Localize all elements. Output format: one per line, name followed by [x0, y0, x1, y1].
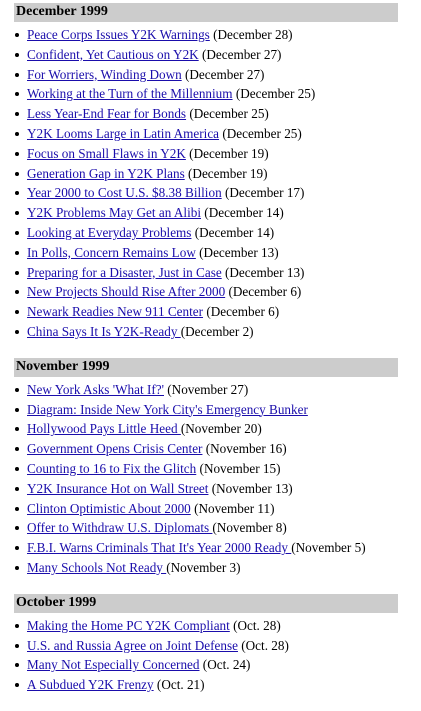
month-section-october [14, 594, 398, 695]
article-date: (December 14) [191, 224, 275, 240]
list-item [14, 124, 398, 144]
article-link[interactable]: Year 2000 to Cost U.S. $8.38 Billion [27, 185, 222, 201]
article-link[interactable]: Focus on Small Flaws in Y2K [27, 145, 186, 161]
list-item [14, 479, 398, 499]
list-item [14, 675, 398, 695]
list-item [14, 203, 398, 223]
article-link[interactable]: Many Schools Not Ready [27, 559, 167, 575]
month-section-december [14, 3, 398, 342]
article-link[interactable]: China Says It Is Y2K-Ready [27, 323, 181, 339]
article-date: (November 5) [291, 540, 366, 556]
article-link[interactable]: Looking at Everyday Problems [27, 224, 192, 240]
article-date: (December 6) [203, 304, 280, 320]
article-date: (December 6) [225, 284, 302, 300]
article-list [14, 25, 398, 342]
article-list [14, 380, 398, 578]
list-item [14, 65, 398, 85]
list-item [14, 499, 398, 519]
article-link[interactable]: Making the Home PC Y2K Compliant [27, 617, 230, 633]
article-date: (December 28) [209, 27, 293, 42]
list-item [14, 616, 398, 636]
article-date: (November 15) [196, 460, 281, 476]
article-link[interactable]: Many Not Especially Concerned [27, 657, 200, 673]
article-date: (December 25) [186, 106, 269, 122]
article-date: (Oct. 24) [199, 657, 251, 673]
list-item [14, 400, 398, 420]
article-link[interactable]: Working at the Turn of the Millennium [27, 86, 233, 102]
article-date: (December 2) [180, 323, 254, 339]
article-date: (Oct. 28) [229, 617, 281, 633]
article-link[interactable]: Newark Readies New 911 Center [27, 304, 204, 320]
list-item [14, 322, 398, 342]
article-link[interactable]: Y2K Problems May Get an Alibi [27, 205, 201, 221]
article-date: (December 25) [232, 86, 316, 102]
article-link[interactable]: Offer to Withdraw U.S. Diplomats [27, 520, 213, 536]
article-date: (December 17) [221, 185, 305, 201]
list-item [14, 419, 398, 439]
article-date: (Oct. 21) [153, 677, 205, 693]
list-item [14, 164, 398, 184]
list-item [14, 655, 398, 675]
article-link[interactable]: New Projects Should Rise After 2000 [27, 284, 226, 300]
article-date: (November 3) [166, 559, 241, 575]
article-date: (December 14) [201, 205, 284, 221]
article-date: (November 16) [202, 441, 287, 457]
list-item [14, 263, 398, 283]
month-header: December 1999 [14, 3, 398, 22]
article-link[interactable]: Government Opens Crisis Center [27, 441, 203, 457]
article-link[interactable]: Less Year-End Fear for Bonds [27, 106, 187, 122]
list-item [14, 144, 398, 164]
article-date: (November 27) [163, 381, 249, 397]
list-item [14, 223, 398, 243]
article-date: (December 19) [184, 165, 268, 181]
month-header: November 1999 [14, 358, 398, 377]
article-date: (December 13) [195, 244, 279, 260]
list-item [14, 282, 398, 302]
article-date: (November 8) [212, 520, 287, 536]
list-item [14, 380, 398, 400]
article-link[interactable]: U.S. and Russia Agree on Joint Defense [27, 637, 238, 653]
article-date: (December 19) [185, 145, 269, 161]
article-date: (November 13) [208, 480, 293, 496]
article-date: (November 11) [190, 500, 275, 516]
article-date: (December 27) [181, 66, 265, 82]
list-item [14, 84, 398, 104]
article-link[interactable]: Peace Corps Issues Y2K Warnings [27, 27, 210, 42]
article-link[interactable]: Preparing for a Disaster, Just in Case [27, 264, 222, 280]
list-item [14, 518, 398, 538]
article-link[interactable]: Diagram: Inside New York City's Emergency Bunker [27, 401, 308, 417]
article-link[interactable]: For Worriers, Winding Down [27, 66, 182, 82]
article-date: (December 25) [219, 125, 302, 141]
month-section-november [14, 358, 398, 578]
article-list [14, 616, 398, 695]
list-item [14, 104, 398, 124]
list-item [14, 558, 398, 578]
article-link[interactable]: In Polls, Concern Remains Low [27, 244, 196, 260]
article-date: (Oct. 28) [237, 637, 289, 653]
article-link[interactable]: Y2K Insurance Hot on Wall Street [27, 480, 209, 496]
list-item [14, 45, 398, 65]
article-link[interactable]: Clinton Optimistic About 2000 [27, 500, 191, 516]
article-date: (December 27) [198, 46, 282, 62]
article-date: (December 13) [221, 264, 305, 280]
list-item [14, 636, 398, 656]
article-link[interactable]: Y2K Looms Large in Latin America [27, 125, 220, 141]
article-archive [14, 3, 398, 711]
list-item [14, 459, 398, 479]
article-link[interactable]: Generation Gap in Y2K Plans [27, 165, 185, 181]
list-item [14, 183, 398, 203]
article-link[interactable]: A Subdued Y2K Frenzy [27, 677, 154, 693]
article-link[interactable]: Confident, Yet Cautious on Y2K [27, 46, 199, 62]
month-header: October 1999 [14, 594, 398, 613]
article-date: (November 20) [180, 421, 262, 437]
article-link[interactable]: Hollywood Pays Little Heed [27, 421, 181, 437]
list-item [14, 243, 398, 263]
list-item [14, 25, 398, 45]
article-link[interactable]: F.B.I. Warns Criminals That It's Year 2000 Ready [27, 540, 292, 556]
article-link[interactable]: New York Asks 'What If?' [27, 381, 164, 397]
list-item [14, 538, 398, 558]
list-item [14, 302, 398, 322]
article-link[interactable]: Counting to 16 to Fix the Glitch [27, 460, 197, 476]
list-item [14, 439, 398, 459]
